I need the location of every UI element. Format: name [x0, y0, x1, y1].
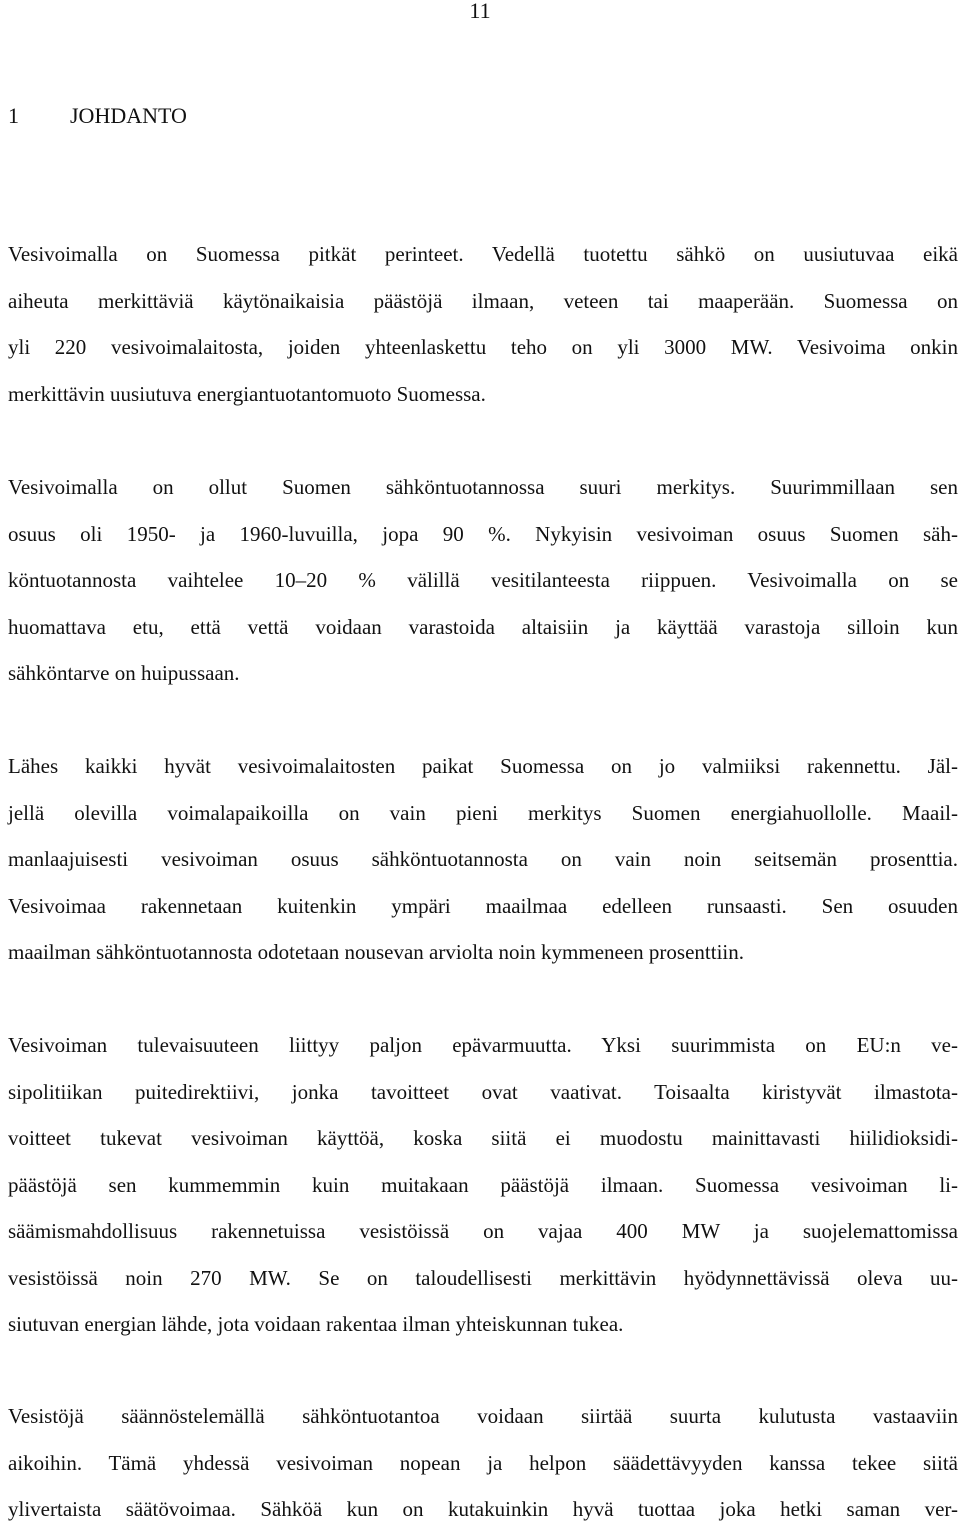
text-line: Vesivoiman tulevaisuuteen liittyy paljon epävarmuutta. Yksi suurimmista on EU:n ve-	[8, 1033, 958, 1057]
text-line: aiheuta merkittäviä käytönaikaisia päästöjä ilmaan, veteen tai maaperään. Suomessa on	[8, 288, 958, 313]
chapter-heading	[8, 102, 187, 130]
paragraph-4	[8, 1022, 958, 1348]
text-line: aikoihin. Tämä yhdessä vesivoiman nopean ja helpon säädettävyyden kanssa tekee siitä	[8, 1450, 958, 1475]
text-line: osuus oli 1950- ja 1960-luvuilla, jopa 90 %. Nykyisin vesivoiman osuus Suomen säh-	[8, 521, 958, 546]
text-line: Vesivoimalla on Suomessa pitkät perinteet. Vedellä tuotettu sähkö on uusiutuvaa eikä	[8, 242, 958, 266]
text-line: voitteet tukevat vesivoiman käyttöä, koska siitä ei muodostu mainittavasti hiilidioksidi-	[8, 1126, 958, 1150]
text-line: Vesivoimalla on ollut Suomen sähköntuotannossa suuri merkitys. Suurimmillaan sen	[8, 475, 958, 499]
chapter-title: JOHDANTO	[70, 103, 187, 128]
paragraph-5	[8, 1393, 958, 1533]
text-line: merkittävin uusiutuva energiantuotantomuoto Suomessa.	[8, 381, 486, 406]
text-line: säämismahdollisuus rakennetuissa vesistöissä on vajaa 400 MW ja suojelemattomissa	[8, 1219, 958, 1243]
text-line: ylivertaista säätövoimaa. Sähköä kun on kutakuinkin hyvä tuottaa joka hetki saman ver-	[8, 1497, 958, 1521]
text-line: vesistöissä noin 270 MW. Se on taloudellisesti merkittävin hyödynnettävissä oleva uu-	[8, 1265, 958, 1290]
text-line: siutuvan energian lähde, jota voidaan rakentaa ilman yhteiskunnan tukea.	[8, 1312, 624, 1336]
text-line: köntuotannosta vaihtelee 10–20 % välillä vesitilanteesta riippuen. Vesivoimalla on se	[8, 568, 958, 592]
text-line: Vesistöjä säännöstelemällä sähköntuotantoa voidaan siirtää suurta kulutusta vastaaviin	[8, 1404, 958, 1428]
text-line: huomattava etu, että vettä voidaan varastoida altaisiin ja käyttää varastoja silloin kun	[8, 614, 958, 639]
text-line: sipolitiikan puitedirektiivi, jonka tavoitteet ovat vaativat. Toisaalta kiristyvät ilmastota-	[8, 1079, 958, 1104]
paragraph-1	[8, 231, 958, 417]
text-line: sähköntarve on huipussaan.	[8, 661, 240, 685]
text-line: jellä olevilla voimalapaikoilla on vain pieni merkitys Suomen energiahuollolle. Maail-	[8, 800, 958, 825]
paragraph-2	[8, 464, 958, 697]
paragraph-3	[8, 743, 958, 976]
text-line: yli 220 vesivoimalaitosta, joiden yhteenlaskettu teho on yli 3000 MW. Vesivoima onkin	[8, 335, 958, 359]
text-line: maailman sähköntuotannosta odotetaan nousevan arviolta noin kymmeneen prosenttiin.	[8, 940, 744, 964]
text-line: päästöjä sen kummemmin kuin muitakaan päästöjä ilmaan. Suomessa vesivoiman li-	[8, 1172, 958, 1197]
text-line: Vesivoimaa rakennetaan kuitenkin ympäri maailmaa edelleen runsaasti. Sen osuuden	[8, 893, 958, 918]
text-line: Lähes kaikki hyvät vesivoimalaitosten paikat Suomessa on jo valmiiksi rakennettu. Jäl-	[8, 754, 958, 778]
text-line: manlaajuisesti vesivoiman osuus sähköntuotannosta on vain noin seitsemän prosenttia.	[8, 847, 958, 871]
chapter-number: 1	[8, 103, 19, 128]
page-number: 11	[469, 0, 491, 23]
